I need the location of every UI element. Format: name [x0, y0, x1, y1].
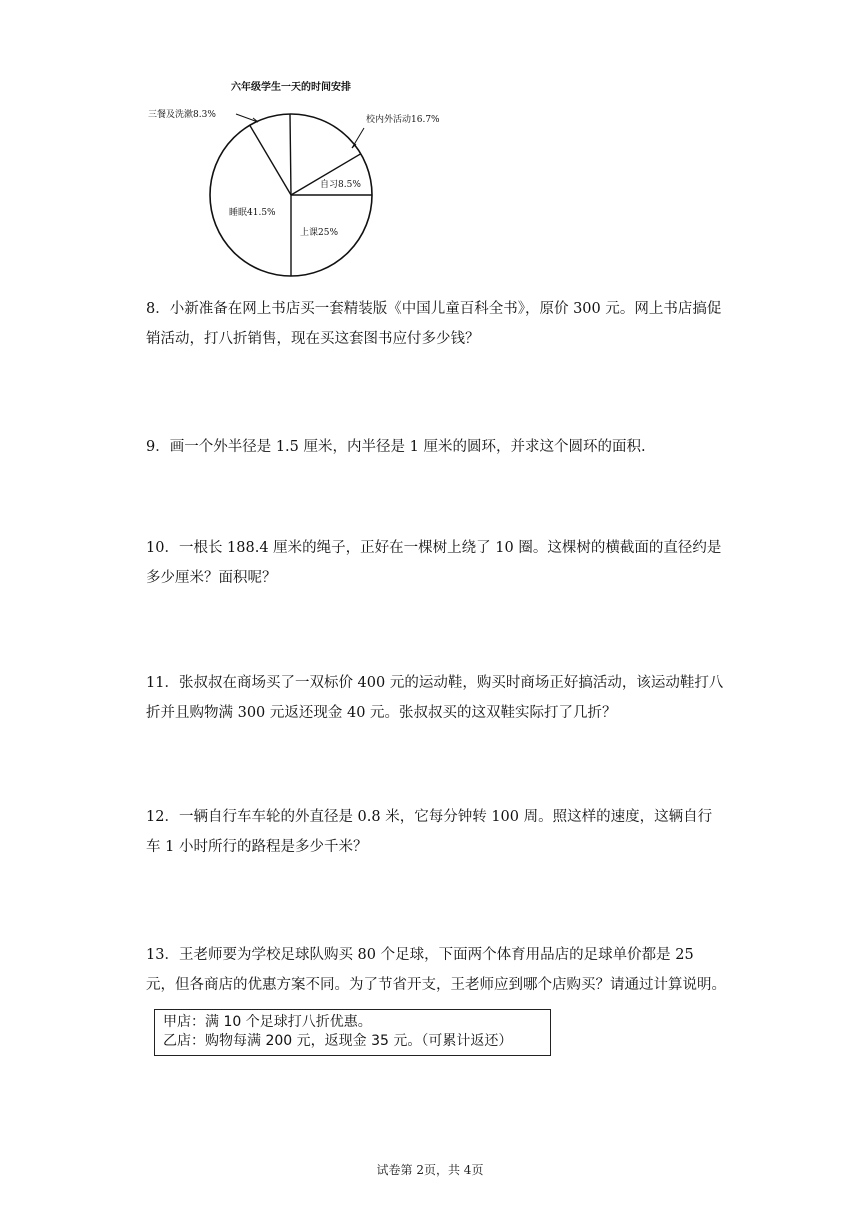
- question-9: 9．画一个外半径是 1.5 厘米，内半径是 1 厘米的圆环，并求这个圆环的面积.: [146, 439, 646, 455]
- pie-chart: [140, 74, 480, 284]
- pie-chart-svg: [140, 74, 480, 284]
- slice-label-sleep: 睡眠41.5%: [229, 208, 276, 218]
- question-13: 13．王老师要为学校足球队购买 80 个足球，下面两个体育用品店的足球单价都是 25 元，但各商店的优惠方案不同。为了节省开支，王老师应到哪个店购买？请通过计算说明。: [146, 947, 726, 993]
- discount-offer-box: [154, 1009, 551, 1056]
- slice-label-study: 自习8.5%: [320, 180, 361, 190]
- meals-leader-line: [236, 114, 258, 122]
- question-11: 11．张叔叔在商场买了一双标价 400 元的运动鞋，购买时商场正好搞活动，该运动鞋打八折并且购物满 300 元返还现金 40 元。张叔叔买的这双鞋实际打了几折？: [146, 675, 724, 721]
- question-12: 12．一辆自行车车轮的外直径是 0.8 米，它每分钟转 100 周。照这样的速度，这辆自行车 1 小时所行的路程是多少千米？: [146, 809, 713, 855]
- shop-b-offer: 乙店：购物每满 200 元，返现金 35 元。（可累计返还）: [163, 1033, 513, 1049]
- slice-label-activity: 校内外活动16.7%: [366, 115, 440, 125]
- slice-label-class: 上课25%: [300, 228, 339, 238]
- slice-label-meals: 三餐及洗漱8.3%: [148, 110, 216, 120]
- pie-slice-divider: [290, 114, 291, 195]
- question-8: 8．小新准备在网上书店买一套精装版《中国儿童百科全书》，原价 300 元。网上书店搞促销活动，打八折销售，现在买这套图书应付多少钱？: [146, 301, 722, 347]
- pie-slices: [210, 114, 372, 276]
- question-10: 10．一根长 188.4 厘米的绳子，正好在一棵树上绕了 10 圈。这棵树的横截面的直径约是多少厘米？面积呢？: [146, 540, 722, 586]
- page-footer: 试卷第 2页，共 4页: [376, 1163, 484, 1177]
- shop-a-offer: 甲店：满 10 个足球打八折优惠。: [163, 1014, 372, 1030]
- activity-leader-line: [352, 128, 364, 148]
- chart-title: 六年级学生一天的时间安排: [231, 82, 351, 93]
